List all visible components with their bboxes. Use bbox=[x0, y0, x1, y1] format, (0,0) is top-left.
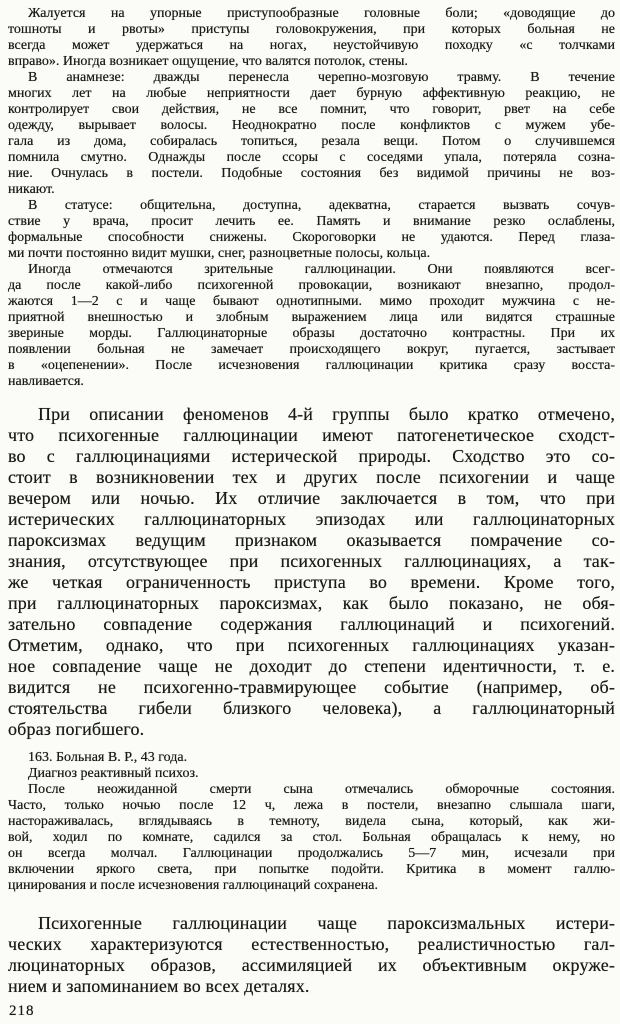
text-line: люцинаторных образов, ассимиляцией их объективным окруже- bbox=[8, 955, 615, 975]
text-line: приятной внешностью и злобным выражением лица или видятся страшные bbox=[8, 310, 615, 325]
text-line: Жалуется на упорные приступообразные головные боли; «доводящие до bbox=[28, 6, 615, 21]
text-line: После неожиданной смерти сына отмечались обморочные состояния. bbox=[28, 782, 615, 797]
text-line: истерических галлюцинаторных эпизодах или галлюцинаторных bbox=[8, 509, 615, 529]
text-line: включении яркого света, при попытке подойти. Критика в момент галлю- bbox=[8, 862, 615, 877]
text-line: помнила смутно. Однажды после ссоры с соседями упала, потеряла созна- bbox=[8, 150, 615, 165]
text-line: при галлюцинаторных пароксизмах, как было показано, не обя- bbox=[8, 593, 615, 613]
text-line: ное совпадение чаще не доходит до степени идентичности, т. е. bbox=[8, 656, 615, 676]
text-line: в «оцепенении». После исчезновения галлюцинации критика сразу восста- bbox=[8, 358, 615, 373]
text-line: зательно совпадение содержания галлюцинаций и психогений. bbox=[8, 614, 615, 634]
text-line: же четкая ограниченность приступа во времени. Кроме того, bbox=[8, 572, 615, 592]
case-small-block bbox=[8, 750, 615, 894]
discussion-large-block bbox=[8, 404, 615, 740]
text-line: вправо». Иногда возникает ощущение, что валятся потолок, стены. bbox=[8, 54, 408, 69]
text-line: настораживалась, вглядываясь в темноту, видела сына, который, как жи- bbox=[8, 814, 615, 829]
text-line: вой, ходил по комнате, садился за стол. Больная обращалась к нему, но bbox=[8, 830, 615, 845]
status-small-block bbox=[8, 6, 615, 390]
text-line: во с галлюцинациями истерической природы. Сходство это со- bbox=[8, 446, 615, 466]
text-line: ствие у врача, просит лечить ее. Память и внимание резко ослаблены, bbox=[8, 214, 615, 229]
text-line: одежду, вырывает волосы. Неоднократно после конфликтов с мужем убе- bbox=[8, 118, 615, 133]
text-line: всегда может удержаться на ногах, неустойчивую походку «с толчками bbox=[8, 38, 615, 53]
text-line: ми почти постоянно видит мушки, снег, разноцветные полосы, кольца. bbox=[8, 246, 431, 261]
conclusion-large-block bbox=[8, 913, 615, 997]
text-line: жаются 1—2 с и чаще бывают однотипными. мимо проходит мужчина с не- bbox=[8, 294, 615, 309]
text-line: В анамнезе: дважды перенесла черепно-мозговую травму. В течение bbox=[28, 70, 615, 85]
text-line: формальные способности снижены. Скороговорки не удаются. Перед глаза- bbox=[8, 230, 615, 245]
page-text bbox=[8, 6, 615, 997]
text-line: он всегда молчал. Галлюцинации продолжались 5—7 мин, исчезали при bbox=[8, 846, 615, 861]
text-line: контролирует свои действия, не все помнит, что говорит, рвет на себе bbox=[8, 102, 615, 117]
text-line: цинирования и после исчезновения галлюцинаций сохранена. bbox=[8, 878, 378, 893]
page-number: 218 bbox=[9, 1003, 35, 1019]
text-line: звериные морды. Галлюцинаторные образы достаточно контрастны. При их bbox=[8, 326, 615, 341]
text-line: многих лет на любые неприятности дает бурную аффективную реакцию, не bbox=[8, 86, 615, 101]
paragraph bbox=[8, 782, 615, 894]
text-line: что психогенные галлюцинации имеют патогенетическое сходст- bbox=[8, 425, 615, 445]
text-line: да после какой-либо психогенной провокации, возникают внезапно, продол- bbox=[8, 278, 615, 293]
text-line: навливается. bbox=[8, 374, 84, 389]
text-line: 163. Больная В. Р., 43 года. bbox=[28, 750, 188, 765]
paragraph bbox=[8, 766, 615, 782]
paragraph bbox=[8, 70, 615, 198]
paragraph bbox=[8, 198, 615, 262]
text-line: появлении больная не замечает происходящего вокруг, пугается, застывает bbox=[8, 342, 615, 357]
text-line: При описании феноменов 4-й группы было кратко отмечено, bbox=[38, 404, 615, 424]
text-line: тошноты и рвоты» приступы головокружения, при которых больная не bbox=[8, 22, 615, 37]
paragraph bbox=[8, 750, 615, 766]
text-line: ческих характеризуются естественностью, реалистичностью гал- bbox=[8, 934, 615, 954]
paragraph bbox=[8, 6, 615, 70]
text-line: В статусе: общительна, доступна, адекватна, старается вызвать сочув- bbox=[28, 198, 615, 213]
text-line: Отметим, однако, что при психогенных галлюцинациях указан- bbox=[8, 635, 615, 655]
text-line: никают. bbox=[8, 182, 55, 197]
text-line: стоятельства гибели близкого человека), а галлюцинаторный bbox=[8, 698, 615, 718]
paragraph bbox=[8, 404, 615, 740]
paragraph bbox=[8, 262, 615, 390]
text-line: пароксизмах ведущим признаком оказывается помрачение со- bbox=[8, 530, 615, 550]
text-line: знания, отсутствующее при психогенных галлюцинациях, а так- bbox=[8, 551, 615, 571]
text-line: Психогенные галлюцинации чаще пароксизмальных истери- bbox=[38, 913, 615, 933]
text-line: гала из дома, собиралась топиться, резала вещи. Потом о случившемся bbox=[8, 134, 615, 149]
text-line: ние. Очнулась в постели. Подобные состояния без видимой причины не воз- bbox=[8, 166, 615, 181]
paragraph bbox=[8, 913, 615, 997]
text-line: нием и запоминанием во всех деталях. bbox=[8, 976, 310, 996]
text-line: Диагноз реактивный психоз. bbox=[28, 766, 199, 781]
text-line: образ погибшего. bbox=[8, 719, 145, 739]
text-line: Иногда отмечаются зрительные галлюцинации. Они появляются всег- bbox=[28, 262, 615, 277]
text-line: Часто, только ночью после 12 ч, лежа в постели, внезапно слышала шаги, bbox=[8, 798, 615, 813]
text-line: видится не психогенно-травмирующее событие (например, об- bbox=[8, 677, 615, 697]
text-line: стоит в возникновении тех и других после психогении и чаще bbox=[8, 467, 615, 487]
text-line: вечером или ночью. Их отличие заключается в том, что при bbox=[8, 488, 615, 508]
